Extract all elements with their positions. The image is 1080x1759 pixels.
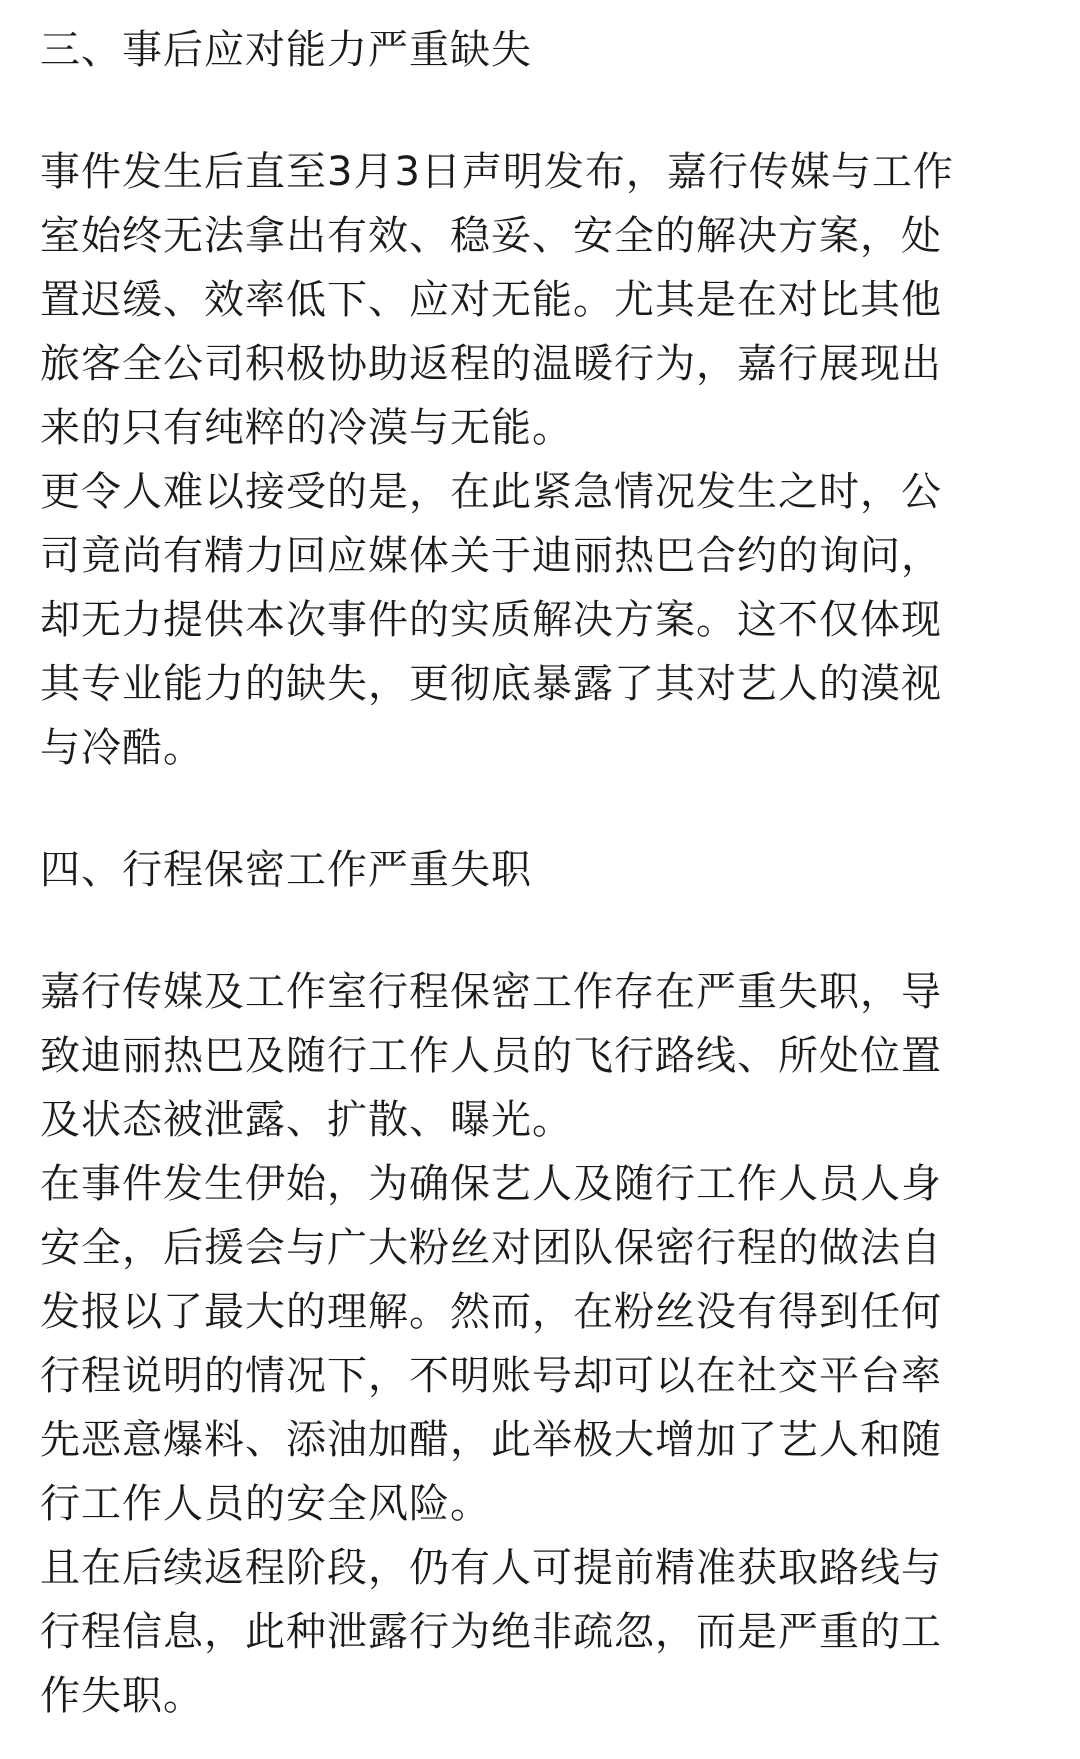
text-line: 室始终无法拿出有效、稳妥、安全的解决方案，处	[40, 213, 942, 259]
text-line: 更令人难以接受的是，在此紧急情况发生之时，公	[40, 469, 942, 515]
text-line: 行程说明的情况下，不明账号却可以在社交平台率	[40, 1353, 942, 1399]
text-line: 来的只有纯粹的冷漠与无能。	[40, 405, 573, 451]
text-line: 行工作人员的安全风险。	[40, 1481, 491, 1527]
section-4-heading: 四、行程保密工作严重失职	[40, 847, 532, 893]
text-line: 发报以了最大的理解。然而，在粉丝没有得到任何	[40, 1289, 942, 1335]
text-line: 在事件发生伊始，为确保艺人及随行工作人员人身	[40, 1161, 942, 1207]
text-line: 行程信息，此种泄露行为绝非疏忽，而是严重的工	[40, 1609, 942, 1655]
text-line: 却无力提供本次事件的实质解决方案。这不仅体现	[40, 597, 942, 643]
text-line: 司竟尚有精力回应媒体关于迪丽热巴合约的询问，	[40, 533, 942, 579]
text-line: 先恶意爆料、添油加醋，此举极大增加了艺人和随	[40, 1417, 942, 1463]
text-line: 与冷酷。	[40, 725, 204, 771]
section-4-paragraphs	[40, 960, 1040, 1728]
text-line: 及状态被泄露、扩散、曝光。	[40, 1097, 573, 1143]
text-line: 致迪丽热巴及随行工作人员的飞行路线、所处位置	[40, 1033, 942, 1079]
section-3	[40, 18, 1040, 780]
section-4	[40, 838, 1040, 1728]
text-line: 安全，后援会与广大粉丝对团队保密行程的做法自	[40, 1225, 942, 1271]
text-line: 事件发生后直至3月3日声明发布，嘉行传媒与工作	[40, 149, 954, 195]
section-3-paragraphs	[40, 140, 1040, 780]
section-3-heading: 三、事后应对能力严重缺失	[40, 27, 532, 73]
text-line: 嘉行传媒及工作室行程保密工作存在严重失职，导	[40, 969, 942, 1015]
text-line: 旅客全公司积极协助返程的温暖行为，嘉行展现出	[40, 341, 942, 387]
document-body	[40, 18, 1040, 1728]
text-line: 置迟缓、效率低下、应对无能。尤其是在对比其他	[40, 277, 942, 323]
text-line: 作失职。	[40, 1673, 204, 1719]
text-line: 且在后续返程阶段，仍有人可提前精准获取路线与	[40, 1545, 942, 1591]
text-line: 其专业能力的缺失，更彻底暴露了其对艺人的漠视	[40, 661, 942, 707]
